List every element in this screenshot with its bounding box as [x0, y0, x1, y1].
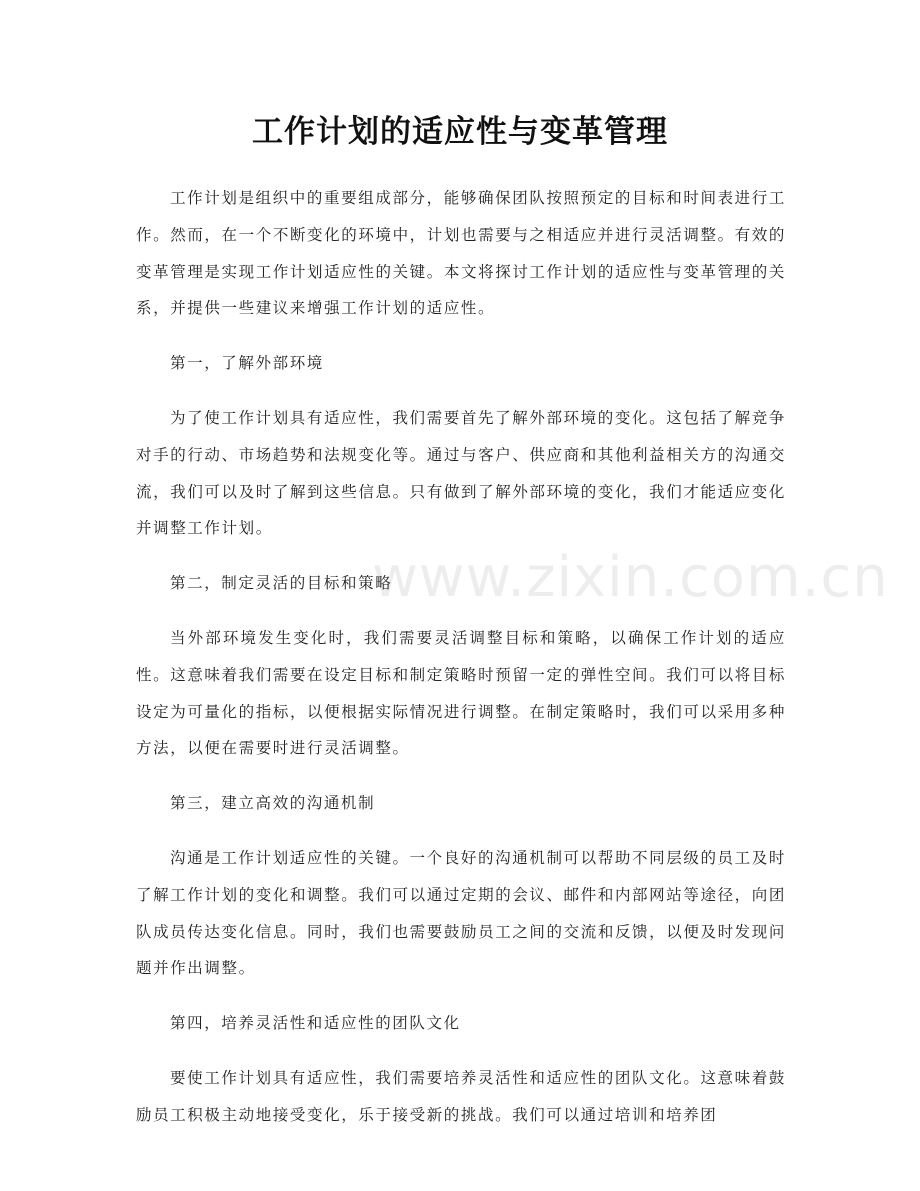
section-paragraph-2: 当外部环境发生变化时，我们需要灵活调整目标和策略，以确保工作计划的适应性。这意味着我们需要在设定目标和制定策略时预留一定的弹性空间。我们可以将目标设定为可量化的指标，以便根据实际情况进行调整。在制定策略时，我们可以采用多种方法，以便在需要时进行灵活调整。: [136, 628, 786, 758]
watermark: www.zixin.com.cn: [372, 545, 889, 610]
section-heading-2: 第二，制定灵活的目标和策略: [170, 574, 393, 593]
intro-paragraph: 工作计划是组织中的重要组成部分，能够确保团队按照预定的目标和时间表进行工作。然而，在一个不断变化的环境中，计划也需要与之相适应并进行灵活调整。有效的变革管理是实现工作计划适应性的关键。本文将探讨工作计划的适应性与变革管理的关系，并提供一些建议来增强工作计划的适应性。: [136, 189, 786, 318]
section-heading-3: 第三，建立高效的沟通机制: [170, 794, 376, 813]
document-body: [136, 180, 786, 1152]
document-title: 工作计划的适应性与变革管理: [252, 114, 668, 150]
section-paragraph-4: 要使工作计划具有适应性，我们需要培养灵活性和适应性的团队文化。这意味着鼓励员工积极主动地接受变化，乐于接受新的挑战。我们可以通过培训和培养团: [136, 1068, 786, 1124]
section-heading-4: 第四，培养灵活性和适应性的团队文化: [170, 1014, 461, 1033]
section-paragraph-3: 沟通是工作计划适应性的关键。一个良好的沟通机制可以帮助不同层级的员工及时了解工作计划的变化和调整。我们可以通过定期的会议、邮件和内部网站等途径，向团队成员传达变化信息。同时，我们也需要鼓励员工之间的交流和反馈，以便及时发现问题并作出调整。: [136, 848, 786, 978]
section-heading-1: 第一，了解外部环境: [170, 354, 324, 373]
section-paragraph-1: 为了使工作计划具有适应性，我们需要首先了解外部环境的变化。这包括了解竞争对手的行动、市场趋势和法规变化等。通过与客户、供应商和其他利益相关方的沟通交流，我们可以及时了解到这些信息。只有做到了解外部环境的变化，我们才能适应变化并调整工作计划。: [136, 408, 786, 538]
